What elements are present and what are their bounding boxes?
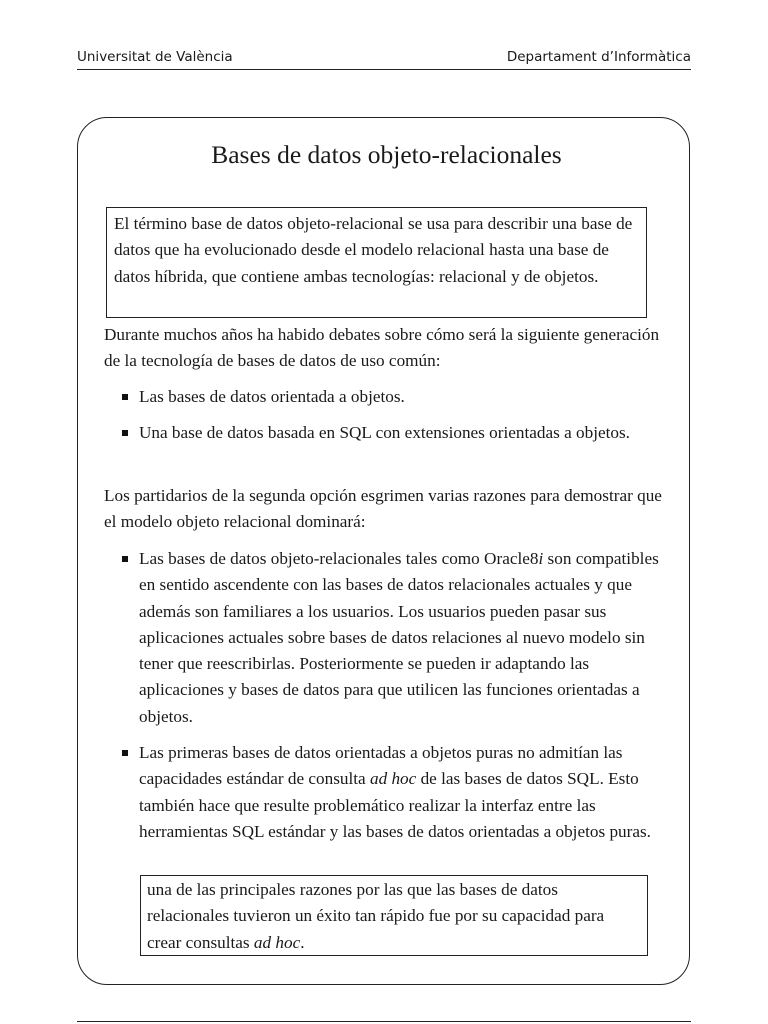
list-item (104, 384, 669, 410)
definition-text: El término base de datos objeto-relacional se usa para describir una base de datos que ha evolucionado desde el modelo relacional hasta una base de datos híbrida, que contiene ambas tecnologías: relacional y de objetos. (114, 214, 633, 286)
bullet-icon (122, 750, 128, 756)
header-department: Departament d’Informàtica (506, 49, 691, 65)
reason-text-end: son compatibles en sentido ascendente con las bases de datos relacionales actuales y que además son familiares a los usuarios. Los usuarios pueden pasar sus aplicaciones actuales sobre bases de datos relaciones al nuevo modelo sin tener que reescribirlas. Posteriormente se pueden ir adaptando las aplicaciones y bases de datos para que utilicen las funciones orientadas a objetos. (139, 549, 659, 726)
reason-text-italic: ad hoc (369, 769, 417, 789)
conclusion-box (140, 875, 648, 956)
reason-text-start: Las primeras bases de datos orientadas a objetos puras no admitían las capacidades estándar de consulta (139, 743, 623, 789)
conclusion-text (147, 876, 641, 956)
list-item (104, 546, 669, 730)
reason-text-start: Las bases de datos objeto-relacionales tales como Oracle8 (139, 549, 539, 568)
reason-text-italic: i (538, 549, 544, 568)
bullet-icon (122, 556, 128, 562)
reason-text-end: de las bases de datos SQL. Esto también hace que resulte problemático realizar la interfaz entre las herramientas SQL estándar y las bases de datos orientadas a objetos puras. (139, 769, 651, 841)
conclusion-text-italic: ad hoc (253, 932, 301, 952)
slide-title: Bases de datos objeto-relacionales (211, 140, 562, 169)
list-item (104, 740, 669, 845)
page-header (77, 49, 691, 69)
header-university: Universitat de València (77, 49, 233, 65)
reasons-intro-paragraph: Los partidarios de la segunda opción esgrimen varias razones para demostrar que el modelo objeto relacional dominará: (104, 486, 662, 532)
definition-box (106, 207, 647, 318)
reasons-list (104, 546, 669, 845)
footer-rule (77, 1021, 691, 1022)
list-item (104, 420, 669, 446)
header-rule (77, 69, 691, 70)
intro-paragraph: Durante muchos años ha habido debates sobre cómo será la siguiente generación de la tecnología de bases de datos de uso común: (104, 325, 660, 371)
conclusion-text-start: una de las principales razones por las que las bases de datos relacionales tuvieron un éxito tan rápido fue por su capacidad para crear consultas (147, 880, 605, 952)
option-text: Las bases de datos orientada a objetos. (139, 387, 405, 406)
bullet-icon (122, 430, 128, 436)
option-text: Una base de datos basada en SQL con extensiones orientadas a objetos. (139, 423, 630, 443)
bullet-icon (122, 394, 128, 400)
conclusion-text-end: . (300, 932, 305, 952)
options-list (104, 384, 669, 447)
